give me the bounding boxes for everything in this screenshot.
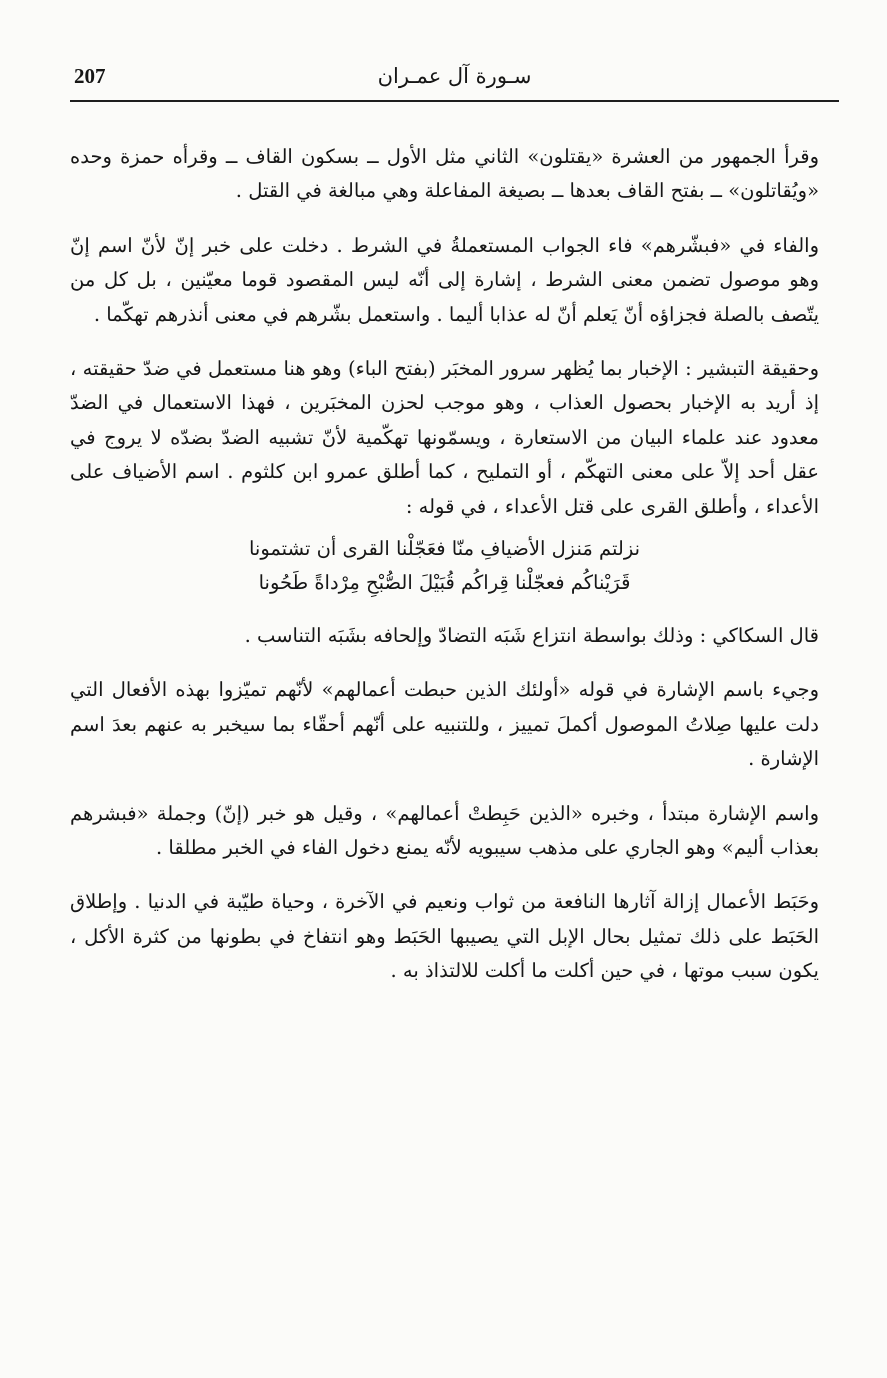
page-number: 207 — [74, 64, 106, 88]
paragraph: وحقيقة التبشير : الإخبار بما يُظهر سرور المخبَر (بفتح الباء) وهو هنا مستعمل في ضدّ حقيقته ، إذ أريد به الإخبار بحصول العذاب ، وهو موجب لحزن المخبَرين ، فهذا الاستعمال في الضدّ معدود عند علماء البيان من الاستعارة ، ويسمّونها تهكّمية لأنّ تشبيه الضدّ بضدّه لا يروج في عقل أحد إلاّ على معنى التهكّم ، أو التمليح ، كما أطلق عمرو ابن كلثوم . اسم الأضياف على الأعداء ، وأطلق القرى على قتل الأعداء ، في قوله : — [70, 357, 819, 518]
paragraph: والفاء في «فبشّرهم» فاء الجواب المستعملةُ في الشرط . دخلت على خبر إنّ لأنّ اسم إنّ وهو موصول تضمن معنى الشرط ، إشارة إلى أنّه ليس المقصود قوما معيّنين ، بل كل من يتّصف بالصلة فجزاؤه أنّ يَعلم أنّ له عذابا أليما . واستعمل بشّرهم في معنى أنذرهم تهكّما . — [70, 233, 819, 326]
running-title: سـورة آل عمـران — [377, 64, 532, 88]
body-text — [70, 140, 819, 989]
verse-line: قَرَيْناكُم فعجّلْنا قِراكُم قُبَيْلَ الصُّبْحِ مِرْداةً طَحُونا — [258, 571, 631, 595]
paragraph: وحَبَط الأعمال إزالة آثارها النافعة من ثواب ونعيم في الآخرة ، وحياة طيّبة في الدنيا . وإطلاق الحَبَط على ذلك تمثيل بحال الإبل التي يصيبها الحَبَط وهو انتفاخ في بطونها من كثرة الأكل ، يكون سبب موتها ، في حين أكلت ما أكلت للالتذاذ به . — [70, 890, 819, 983]
paragraph: واسم الإشارة مبتدأ ، وخبره «الذين حَبِطتْ أعمالهم» ، وقيل هو خبر (إنّ) وجملة «فبشرهم بعذاب أليم» وهو الجاري على مذهب سيبويه لأنّه يمنع دخول الفاء في الخبر مطلقا . — [70, 801, 819, 859]
verse-line: نزلتم مَنزل الأضيافِ منّا فعَجّلْنا القرى أن تشتمونا — [248, 537, 641, 561]
paragraph: قال السكاكي : وذلك بواسطة انتزاع شَبَه التضادّ وإلحافه بشَبَه التناسب . — [244, 623, 819, 647]
poetry-verse — [70, 532, 819, 601]
paragraph: وجيء باسم الإشارة في قوله «أولئك الذين حبطت أعمالهم» لأنّهم تميّزوا بهذه الأفعال التي دلت عليها صِلاتُ الموصول أكملَ تمييز ، وللتنبيه على أنّهم أحقّاء بما سيخبر به عنهم بعدَ اسم الإشارة . — [70, 678, 819, 771]
paragraph: وقرأ الجمهور من العشرة «يقتلون» الثاني مثل الأول ــ بسكون القاف ــ وقرأه حمزة وحده «ويُقاتلون» ــ بفتح القاف بعدها ــ بصيغة المفاعلة وهي مبالغة في القتل . — [70, 145, 819, 203]
page-header — [70, 58, 839, 102]
